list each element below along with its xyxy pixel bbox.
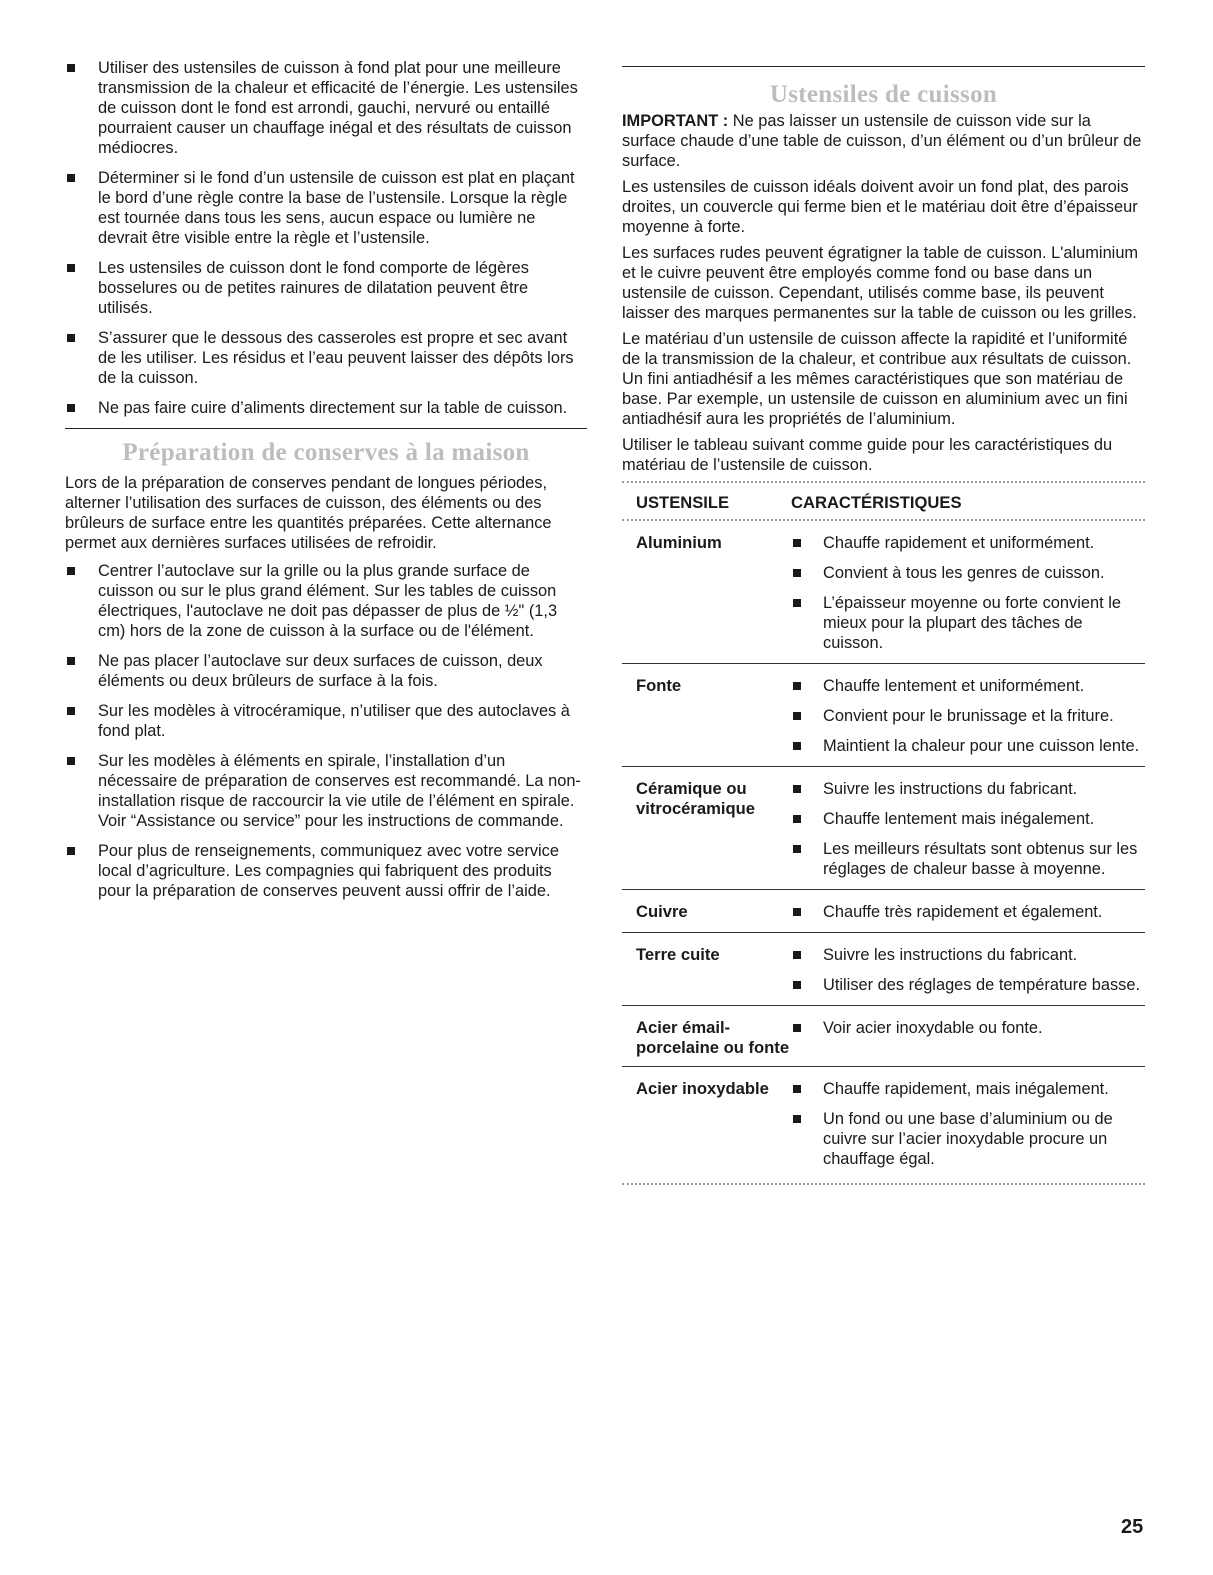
canning-tips-list [65,561,587,901]
cookware-name: Céramique ou vitrocéramique [636,779,755,818]
section-divider [622,66,1145,67]
list-item [791,809,1145,829]
paragraph: Le matériau d’un ustensile de cuisson affecte la rapidité et l’uniformité de la transmission de la chaleur, et contribue aux résultats de cuisson. Un fini antiadhésif a les mêmes caractéristiques que son matériau de base. Par exemple, un ustensile de cuisson en aluminium avec un fini antiadhésif aura les propriétés de l’aluminium. [622,330,1132,428]
list-item-text: Pour plus de renseignements, communiquez avec votre service local d’agriculture. Les compagnies qui fabriquent des produits pour la préparation de conserves peuvent aussi offrir de l’aide. [98,842,559,900]
bullet-square-icon [67,404,75,412]
bullet-square-icon [793,785,801,793]
list-item [65,561,587,641]
list-item-text: L’épaisseur moyenne ou forte convient le mieux pour la plupart des tâches de cuisson. [823,594,1121,652]
list-item-text: Ne pas placer l’autoclave sur deux surfaces de cuisson, deux éléments ou deux brûleurs de surface à la fois. [98,652,543,690]
list-item-text: Chauffe rapidement, mais inégalement. [823,1080,1109,1098]
list-item-text: Maintient la chaleur pour une cuisson lente. [823,737,1140,755]
bullet-square-icon [67,174,75,182]
list-item-text: Utiliser des réglages de température basse. [823,976,1141,994]
list-item [65,328,587,388]
table-row [622,1067,1145,1179]
list-item [65,398,587,418]
table-row [622,767,1145,890]
bullet-square-icon [793,712,801,720]
bullet-square-icon [67,707,75,715]
list-item [791,533,1145,553]
characteristics-list [791,1079,1145,1171]
bullet-square-icon [793,951,801,959]
list-item-text: Un fond ou une base d’aluminium ou de cuivre sur l’acier inoxydable procure un chauffage égal. [823,1110,1113,1168]
list-item-text: Centrer l’autoclave sur la grille ou la plus grande surface de cuisson ou sur le plus grand élément. Sur les tables de cuisson électriques, l'autoclave ne doit pas dépasser de plus de ½" (1,3 cm) hors de la zone de cuisson à la surface ou de l'élément. [98,562,558,640]
table-header [622,483,1145,519]
bullet-square-icon [67,264,75,272]
bullet-square-icon [67,567,75,575]
canning-intro: Lors de la préparation de conserves pendant de longues périodes, alterner l’utilisation des surfaces de cuisson, des éléments ou des brûleurs de surface entre les quantités préparées. Cette alternance permet aux dernières surfaces utilisées de refroidir. [65,474,552,552]
characteristics-list [791,902,1145,924]
bullet-square-icon [67,657,75,665]
list-item [791,945,1145,965]
list-item [791,839,1145,879]
list-item-text: Les meilleurs résultats sont obtenus sur les réglages de chaleur basse à moyenne. [823,840,1138,878]
list-item [65,651,587,691]
table-row [622,890,1145,933]
list-item-text: Voir acier inoxydable ou fonte. [823,1019,1043,1037]
important-text: Ne pas laisser un ustensile de cuisson vide sur la surface chaude d’une table de cuisson, d’un élément ou d’un brûleur de surface. [622,112,1142,170]
bullet-square-icon [793,815,801,823]
cookware-name: Acier inoxydable [636,1079,769,1098]
list-item [791,563,1145,583]
section-title-canning: Préparation de conserves à la maison [122,439,530,466]
list-item-text: Chauffe très rapidement et également. [823,903,1103,921]
cookware-tips-list [65,58,587,418]
cookware-name: Cuivre [636,902,688,921]
column-header-cookware: USTENSILE [636,493,730,512]
bullet-square-icon [793,682,801,690]
characteristics-list [791,945,1145,997]
list-item [791,1109,1145,1169]
paragraph: Utiliser le tableau suivant comme guide pour les caractéristiques du matériau de l’ustensile de cuisson. [622,436,1113,474]
section-title-cookware: Ustensiles de cuisson [769,81,998,108]
list-item-text: Chauffe lentement mais inégalement. [823,810,1095,828]
characteristics-list [791,1018,1145,1058]
right-column [622,66,1145,1185]
list-item [791,779,1145,799]
table-row [622,521,1145,664]
paragraph: Les ustensiles de cuisson idéals doivent avoir un fond plat, des parois droites, un couvercle qui ferme bien et le matériau doit être d’épaisseur moyenne à forte. [622,178,1138,236]
section-divider [65,428,587,429]
bullet-square-icon [793,1115,801,1123]
list-item [65,168,587,248]
list-item [791,902,1145,922]
table-body [622,521,1145,1179]
characteristics-list [791,533,1145,655]
column-header-characteristics: CARACTÉRISTIQUES [791,493,962,512]
list-item [791,676,1145,696]
list-item [65,841,587,901]
list-item [65,258,587,318]
list-item-text: Déterminer si le fond d’un ustensile de cuisson est plat en plaçant le bord d’une règle contre la base de l’ustensile. Lorsque la règle est tournée dans tous les sens, aucun espace ou lumière ne devrait être visible entre la règle et l’ustensile. [98,169,575,247]
page-number: 25 [1121,1516,1144,1538]
list-item [791,1079,1145,1099]
list-item [65,751,587,831]
list-item-text: Sur les modèles à vitrocéramique, n’utiliser que des autoclaves à fond plat. [98,702,570,740]
cookware-name: Acier émail-porcelaine ou fonte [636,1018,790,1057]
bullet-square-icon [793,1024,801,1032]
characteristics-list [791,676,1145,758]
cookware-table [622,481,1145,1185]
left-column [65,58,587,911]
bullet-square-icon [793,908,801,916]
list-item [791,975,1145,995]
list-item-text: Chauffe rapidement et uniformément. [823,534,1095,552]
list-item-text: Sur les modèles à éléments en spirale, l’installation d’un nécessaire de préparation de conserves est recommandé. La non-installation risque de raccourcir la vie utile de l’élément en spirale. Voir “Assistance ou service” pour les instructions de commande. [98,752,581,830]
list-item-text: Suivre les instructions du fabricant. [823,780,1078,798]
list-item-text: Convient pour le brunissage et la friture. [823,707,1114,725]
list-item [791,706,1145,726]
list-item-text: S’assurer que le dessous des casseroles est propre et sec avant de les utiliser. Les résidus et l’eau peuvent laisser des dépôts lors de la cuisson. [98,329,574,387]
bullet-square-icon [793,1085,801,1093]
important-label: IMPORTANT : [622,112,729,130]
list-item-text: Les ustensiles de cuisson dont le fond comporte de légères bosselures ou de petites rainures de dilatation peuvent être utilisés. [98,259,529,317]
table-row [622,1006,1145,1067]
list-item-text: Convient à tous les genres de cuisson. [823,564,1105,582]
cookware-name: Fonte [636,676,682,695]
table-bottom-border [622,1183,1145,1185]
bullet-square-icon [793,845,801,853]
bullet-square-icon [793,569,801,577]
bullet-square-icon [793,599,801,607]
important-note [622,111,1145,171]
bullet-square-icon [793,539,801,547]
bullet-square-icon [67,64,75,72]
bullet-square-icon [793,981,801,989]
table-row [622,664,1145,767]
list-item-text: Chauffe lentement et uniformément. [823,677,1085,695]
list-item [65,58,587,158]
paragraph: Les surfaces rudes peuvent égratigner la table de cuisson. L'aluminium et le cuivre peuvent être employés comme fond ou base dans un ustensile de cuisson. Cependant, utilisés comme base, ils peuvent laisser des marques permanentes sur la table de cuisson ou les grilles. [622,244,1139,322]
cookware-name: Terre cuite [636,945,720,964]
bullet-square-icon [67,757,75,765]
bullet-square-icon [67,334,75,342]
list-item [791,736,1145,756]
list-item [791,593,1145,653]
list-item [65,701,587,741]
list-item-text: Suivre les instructions du fabricant. [823,946,1078,964]
bullet-square-icon [793,742,801,750]
list-item-text: Ne pas faire cuire d’aliments directement sur la table de cuisson. [98,399,568,417]
list-item-text: Utiliser des ustensiles de cuisson à fond plat pour une meilleure transmission de la chaleur et efficacité de l’énergie. Les ustensiles de cuisson dont le fond est arrondi, gauchi, nervuré ou entaillé pourraient causer un chauffage inégal et des résultats de cuisson médiocres. [98,59,578,157]
characteristics-list [791,779,1145,881]
cookware-name: Aluminium [636,533,722,552]
table-row [622,933,1145,1006]
bullet-square-icon [67,847,75,855]
list-item [791,1018,1145,1038]
